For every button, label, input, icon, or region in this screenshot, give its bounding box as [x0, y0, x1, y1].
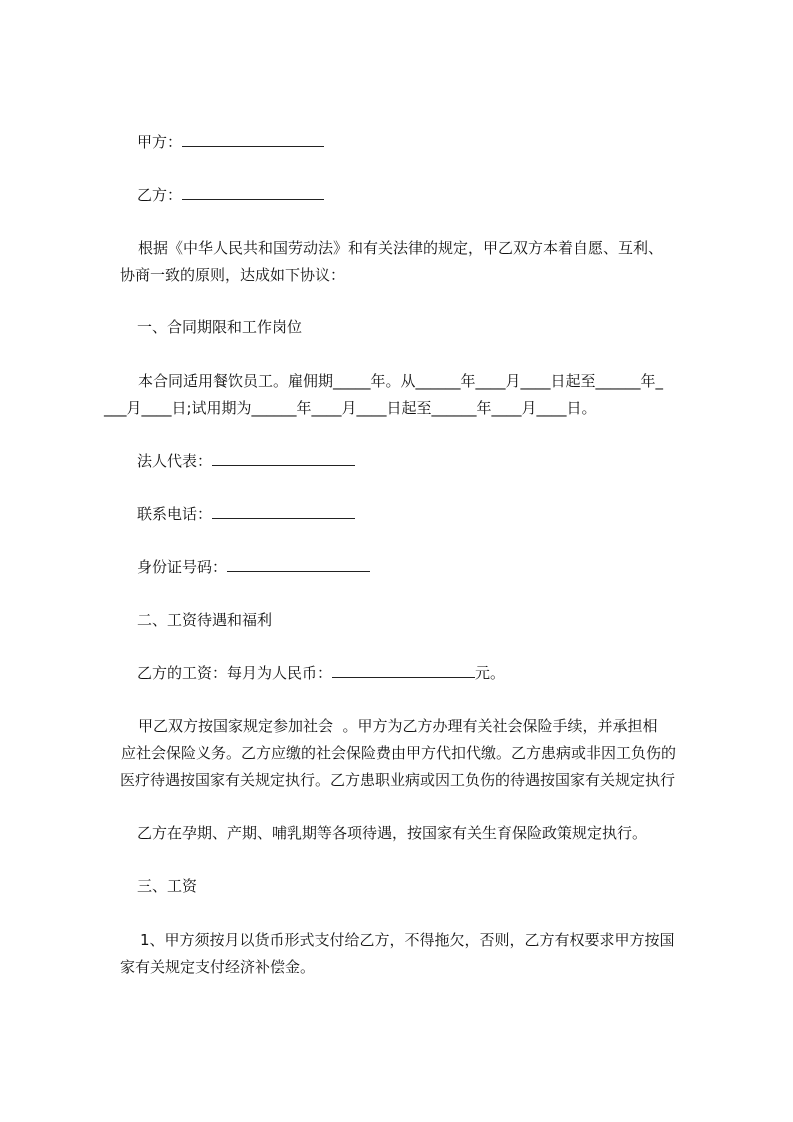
phone-field[interactable]	[212, 504, 355, 519]
wage-unit: 元。	[475, 664, 506, 682]
section-1-line-2: ___月____日;试用期为______年____月____日起至______年____月____日。	[104, 399, 597, 417]
section-2-heading: 二、工资待遇和福利	[137, 611, 273, 629]
insurance-line-2: 应社会保险义务。乙方应缴的社会保险费由甲方代扣代缴。乙方患病或非因工负伤的	[121, 744, 677, 762]
phone-row	[0, 504, 793, 524]
phone-label: 联系电话：	[137, 505, 213, 523]
section-1-line-1: 本合同适用餐饮员工。雇佣期_____年。从______年____月____日起至______年_	[138, 372, 664, 390]
party-b-field[interactable]	[182, 185, 324, 200]
party-a-field[interactable]	[182, 132, 324, 147]
preamble-line-2: 协商一致的原则，达成如下协议：	[120, 266, 346, 284]
id-number-row	[0, 557, 793, 577]
wage-label: 乙方的工资：每月为人民币：	[137, 664, 333, 682]
section-3-heading: 三、工资	[137, 877, 198, 895]
section-1-heading: 一、合同期限和工作岗位	[137, 318, 303, 336]
preamble-line-1: 根据《中华人民共和国劳动法》和有关法律的规定，甲乙双方本着自愿、互利、	[138, 239, 664, 257]
legal-rep-field[interactable]	[212, 451, 355, 466]
party-b-label: 乙方：	[137, 186, 183, 204]
insurance-line-1: 甲乙双方按国家规定参加社会 。甲方为乙方办理有关社会保险手续，并承担相	[138, 717, 658, 735]
wage-row	[0, 663, 793, 683]
section-3-item-1-line-1: 1、甲方须按月以货币形式支付给乙方，不得拖欠，否则，乙方有权要求甲方按国	[140, 931, 675, 949]
id-number-label: 身份证号码：	[137, 558, 228, 576]
legal-rep-row	[0, 451, 793, 471]
wage-field[interactable]	[332, 663, 475, 678]
section-3-item-1-line-2: 家有关规定支付经济补偿金。	[120, 958, 316, 976]
party-a-row	[0, 132, 793, 152]
insurance-line-3: 医疗待遇按国家有关规定执行。乙方患职业病或因工负伤的待遇按国家有关规定执行	[120, 771, 676, 789]
party-a-label: 甲方：	[137, 133, 183, 151]
id-number-field[interactable]	[227, 557, 370, 572]
legal-rep-label: 法人代表：	[137, 452, 213, 470]
party-b-row	[0, 185, 793, 205]
maternity-clause: 乙方在孕期、产期、哺乳期等各项待遇，按国家有关生育保险政策规定执行。	[137, 824, 648, 842]
